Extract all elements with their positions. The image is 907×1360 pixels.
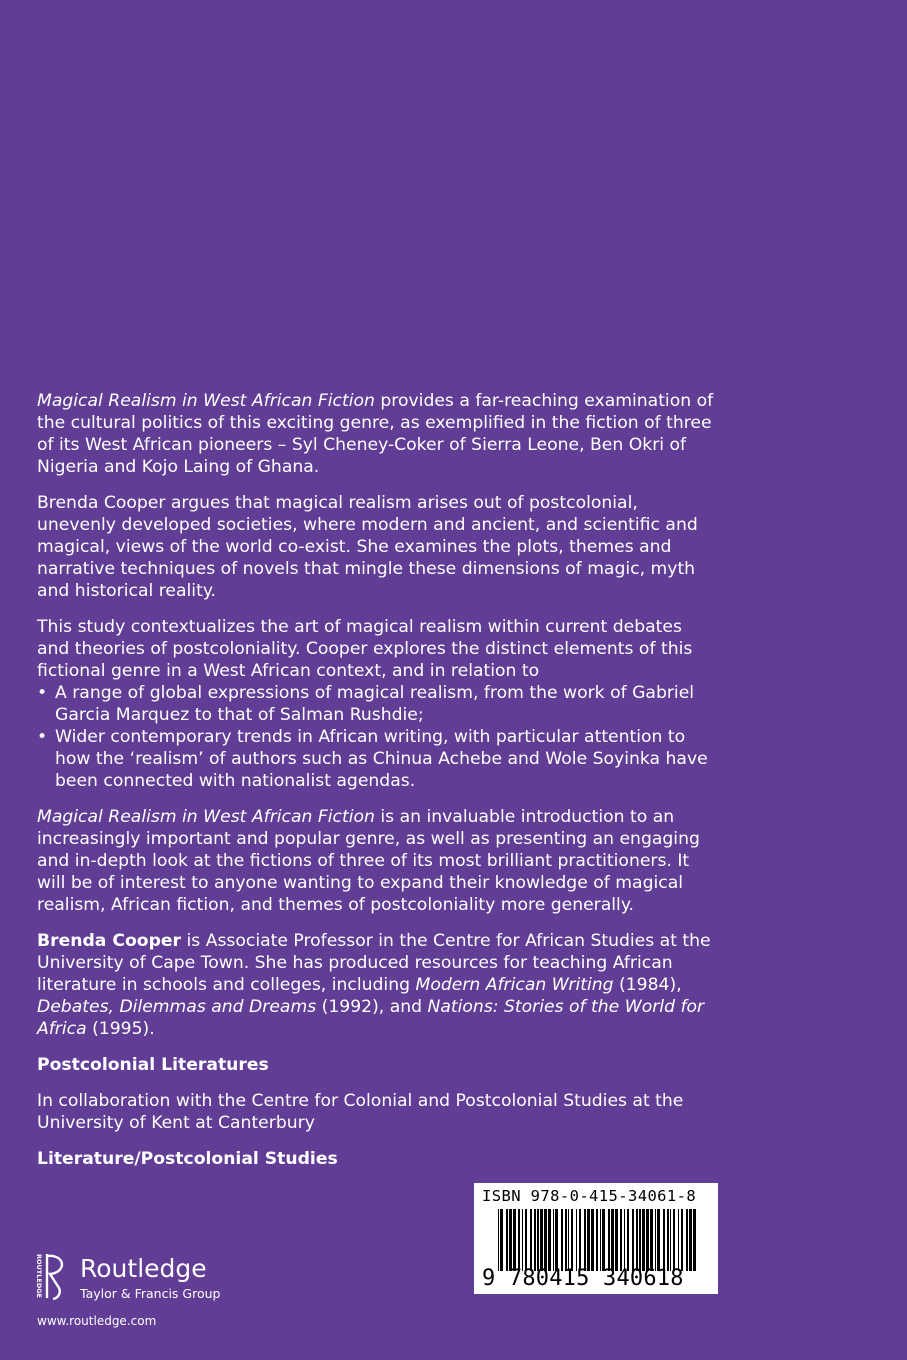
bullet-item: • A range of global expressions of magical realism, from the work of Gabriel Garcia Marquez to that of Salman Rushdie; xyxy=(37,682,717,726)
author-name: Brenda Cooper xyxy=(37,931,182,951)
description-paragraph-3: This study contextualizes the art of magical realism within current debates and theories of postcoloniality. Cooper explores the distinct elements of this fictional genre in a West African context, and in relation to xyxy=(37,617,693,681)
description-paragraph-1: Magical Realism in West African Fiction provides a far-reaching examination of the cultural politics of this exciting genre, as exemplified in the fiction of three of its West African pioneers – Syl Cheney-Coker of Sierra Leone, Ben Okri of Nigeria and Kojo Laing of Ghana. xyxy=(37,391,714,477)
collaboration-note: In collaboration with the Centre for Colonial and Postcolonial Studies at the University of Kent at Canterbury xyxy=(37,1091,684,1133)
description-paragraph-2: Brenda Cooper argues that magical realism arises out of postcolonial, unevenly developed societies, where modern and ancient, and scientific and magical, views of the world co-exist. She examines the plots, themes and narrative techniques of novels that mingle these dimensions of magic, myth and historical reality. xyxy=(37,493,698,601)
isbn-label: ISBN 978-0-415-34061-8 xyxy=(482,1187,697,1205)
back-cover-text xyxy=(37,390,717,1184)
publisher-name: Routledge xyxy=(80,1254,207,1283)
bullet-item: • Wider contemporary trends in African writing, with particular attention to how the ‘realism’ of authors such as Chinua Achebe and Wole Soyinka have been connected with nationalist agendas. xyxy=(37,726,717,792)
barcode-bars xyxy=(498,1209,698,1271)
description-paragraph-4: Magical Realism in West African Fiction is an invaluable introduction to an increasingly important and popular genre, as well as presenting an engaging and in-depth look at the fictions of three of its most brilliant practitioners. It will be of interest to anyone wanting to expand their knowledge of magical realism, African fiction, and themes of postcoloniality more generally. xyxy=(37,807,700,915)
bullet-list xyxy=(37,682,717,792)
svg-text:ROUTLEDGE: ROUTLEDGE xyxy=(35,1254,43,1298)
author-bio: Brenda Cooper is Associate Professor in the Centre for African Studies at the University of Cape Town. She has produced resources for teaching African literature in schools and colleges, including Modern African Writing (1984), Debates, Dilemmas and Dreams (1992), and Nations: Stories of the World for Africa (1995). xyxy=(37,931,711,1039)
routledge-r-icon xyxy=(37,1252,69,1304)
series-name: Postcolonial Literatures xyxy=(37,1055,269,1075)
barcode-number: 9 780415 340618 xyxy=(482,1266,684,1291)
subject-category: Literature/Postcolonial Studies xyxy=(37,1149,338,1169)
isbn-barcode xyxy=(474,1183,718,1294)
publisher-url[interactable]: www.routledge.com xyxy=(37,1314,157,1328)
publisher-group: Taylor & Francis Group xyxy=(80,1286,221,1301)
